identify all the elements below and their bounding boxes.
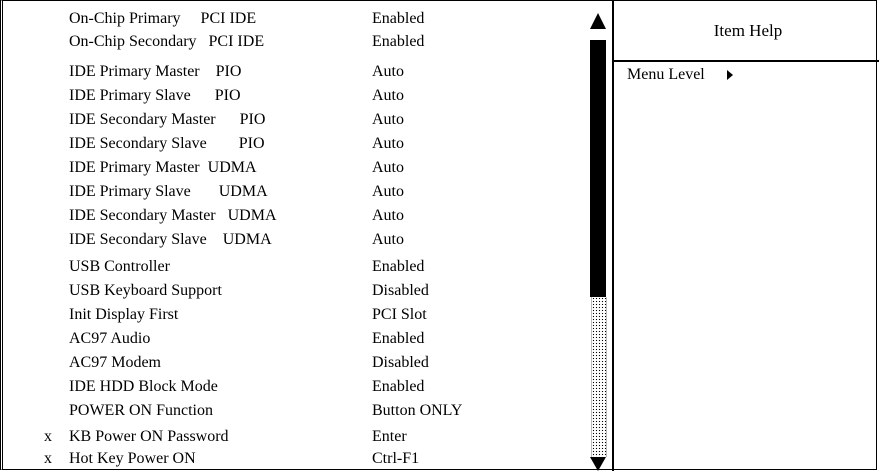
setting-value[interactable]: Auto [372, 183, 404, 200]
setting-value[interactable]: PCI Slot [372, 306, 427, 323]
setting-label: Init Display First [69, 306, 179, 323]
scrollbar[interactable] [590, 13, 606, 469]
setting-value[interactable]: Enabled [372, 258, 425, 275]
setting-value[interactable]: Auto [372, 63, 404, 80]
setting-label: IDE Secondary Slave PIO [69, 135, 265, 152]
setting-row[interactable] [6, 60, 586, 83]
setting-value[interactable]: Auto [372, 159, 404, 176]
setting-value[interactable]: Ctrl-F1 [372, 450, 420, 467]
setting-value[interactable]: Enabled [372, 330, 425, 347]
setting-row[interactable] [6, 204, 586, 227]
caret-right-icon [727, 70, 733, 80]
disabled-mark: x [44, 450, 52, 467]
item-help-panel [612, 1, 879, 471]
item-help-title: Item Help [713, 21, 783, 40]
setting-label: IDE Primary Slave UDMA [69, 183, 268, 200]
setting-label: On-Chip Primary PCI IDE [69, 10, 257, 27]
setting-label: IDE Secondary Master PIO [69, 111, 266, 128]
setting-row[interactable] [6, 303, 586, 326]
setting-row[interactable] [6, 425, 586, 448]
setting-value[interactable]: Auto [372, 135, 404, 152]
setting-label: AC97 Audio [69, 330, 151, 347]
setting-row[interactable] [6, 399, 586, 422]
setting-row[interactable] [6, 228, 586, 251]
setting-label: AC97 Modem [69, 354, 161, 371]
setting-label: IDE Secondary Master UDMA [69, 207, 277, 224]
arrow-up-icon[interactable] [590, 13, 606, 29]
setting-row[interactable] [6, 447, 586, 470]
scrollbar-thumb[interactable] [590, 40, 606, 297]
arrow-down-icon[interactable] [590, 457, 606, 471]
setting-value[interactable]: Enabled [372, 10, 425, 27]
setting-row[interactable] [6, 7, 586, 30]
help-divider [614, 60, 879, 62]
setting-value[interactable]: Auto [372, 111, 404, 128]
setting-label: IDE Secondary Slave UDMA [69, 231, 272, 248]
setting-label: On-Chip Secondary PCI IDE [69, 33, 265, 50]
setting-value[interactable]: Enabled [372, 378, 425, 395]
setting-row[interactable] [6, 84, 586, 107]
setting-row[interactable] [6, 255, 586, 278]
setting-row[interactable] [6, 351, 586, 374]
setting-value[interactable]: Disabled [372, 282, 429, 299]
settings-list [6, 1, 611, 471]
setting-row[interactable] [6, 132, 586, 155]
setting-label: USB Controller [69, 258, 170, 275]
setting-label: IDE Primary Master PIO [69, 63, 242, 80]
setting-row[interactable] [6, 375, 586, 398]
setting-value[interactable]: Auto [372, 207, 404, 224]
setting-row[interactable] [6, 30, 586, 53]
setting-label: KB Power ON Password [69, 428, 229, 445]
setting-label: POWER ON Function [69, 402, 213, 419]
disabled-mark: x [44, 428, 52, 445]
setting-label: IDE Primary Master UDMA [69, 159, 257, 176]
setting-label: IDE HDD Block Mode [69, 378, 218, 395]
menu-level-label: Menu Level [627, 66, 705, 83]
setting-row[interactable] [6, 327, 586, 350]
setting-label: USB Keyboard Support [69, 282, 222, 299]
setting-row[interactable] [6, 108, 586, 131]
setting-value[interactable]: Disabled [372, 354, 429, 371]
setting-value[interactable]: Button ONLY [372, 402, 463, 419]
menu-level [627, 63, 733, 86]
setting-row[interactable] [6, 156, 586, 179]
scrollbar-track[interactable] [591, 297, 607, 457]
setting-value[interactable]: Auto [372, 231, 404, 248]
setting-value[interactable]: Enabled [372, 33, 425, 50]
setting-label: IDE Primary Slave PIO [69, 87, 241, 104]
setting-row[interactable] [6, 180, 586, 203]
setting-label: Hot Key Power ON [69, 450, 196, 467]
setting-value[interactable]: Auto [372, 87, 404, 104]
setting-row[interactable] [6, 279, 586, 302]
setting-value[interactable]: Enter [372, 428, 407, 445]
